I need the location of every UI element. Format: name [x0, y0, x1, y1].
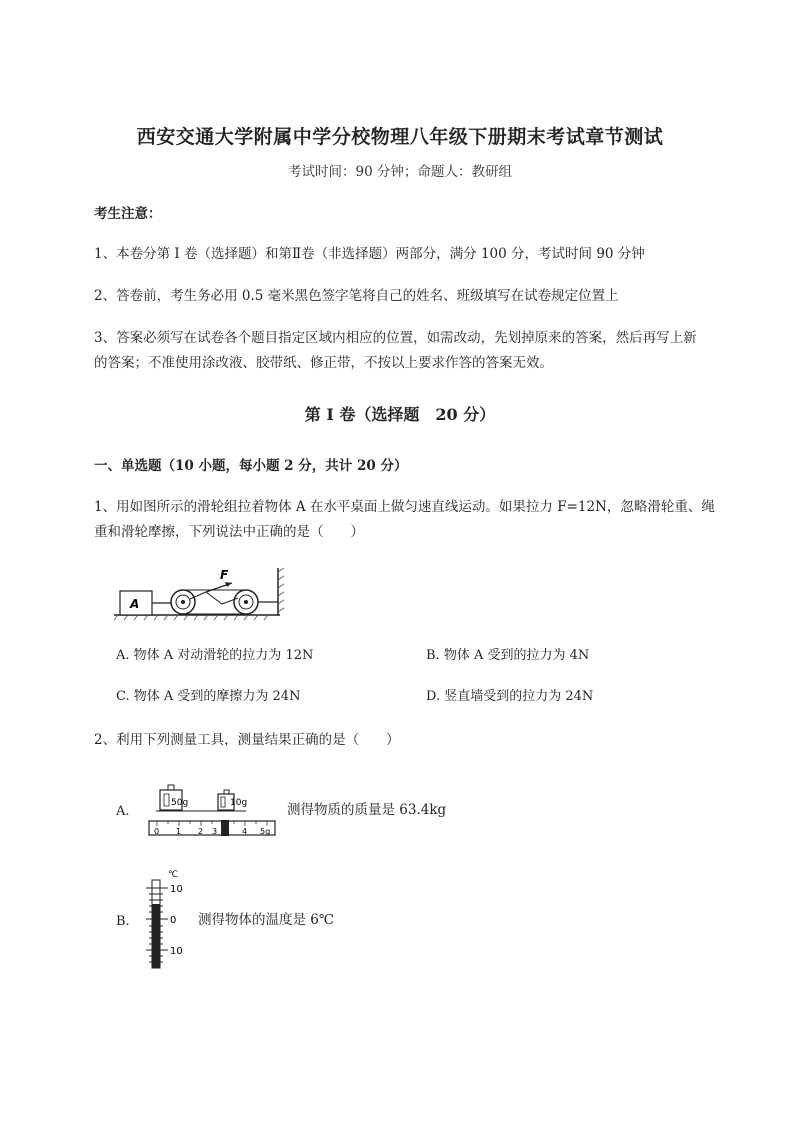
weight-10g-label: 10g — [230, 798, 248, 808]
part-heading: 一、单选题（10 小题，每小题 2 分，共计 20 分） — [94, 458, 408, 474]
ruler-tick-1: 1 — [176, 827, 182, 836]
force-label: F — [220, 568, 229, 582]
q2-option-a-letter[interactable]: A. — [116, 804, 130, 819]
thermometer-label-10-bottom: 10 — [170, 946, 183, 957]
q1-option-c[interactable]: C. 物体 A 受到的摩擦力为 24N — [116, 689, 301, 704]
thermometer-label-10-top: 10 — [170, 884, 183, 895]
notice-item-3-cont: 的答案；不准使用涂改液、胶带纸、修正带，不按以上要求作答的答案无效。 — [94, 355, 553, 371]
q1-option-a[interactable]: A. 物体 A 对动滑轮的拉力为 12N — [116, 648, 314, 663]
q1-option-b[interactable]: B. 物体 A 受到的拉力为 4N — [426, 648, 590, 663]
ruler-tick-3: 3 — [212, 827, 218, 836]
q2-option-a-text: 测得物质的质量是 63.4kg — [287, 802, 447, 818]
q1-stem-line2: 重和滑轮摩擦，下列说法中正确的是（ ） — [94, 524, 364, 540]
q2-option-b-text: 测得物体的温度是 6℃ — [198, 912, 334, 928]
weight-50g-label: 50g — [171, 798, 189, 808]
ruler-tick-2: 2 — [198, 827, 204, 836]
thermometer-label-0: 0 — [170, 915, 177, 926]
ruler-tick-5: 5g — [260, 827, 271, 836]
balance-figure — [146, 780, 280, 840]
thermometer-figure — [140, 866, 196, 970]
q1-stem-line1: 1、用如图所示的滑轮组拉着物体 A 在水平桌面上做匀速直线运动。如果拉力 F=12N，忽略滑轮重、绳 — [94, 499, 715, 515]
notice-item-2: 2、答卷前，考生务必用 0.5 毫米黑色签字笔将自己的姓名、班级填写在试卷规定位置上 — [94, 288, 619, 304]
q2-option-b-letter[interactable]: B. — [116, 914, 130, 929]
notice-item-1: 1、本卷分第 I 卷（选择题）和第Ⅱ卷（非选择题）两部分，满分 100 分，考试时间 90 分钟 — [94, 246, 645, 262]
q2-stem: 2、利用下列测量工具，测量结果正确的是（ ） — [94, 732, 400, 748]
q1-option-d[interactable]: D. 竖直墙受到的拉力为 24N — [426, 689, 594, 704]
block-a-label: A — [130, 597, 140, 611]
notice-item-3: 3、答案必须写在试卷各个题目指定区域内相应的位置，如需改动，先划掉原来的答案，然后再写上新 — [94, 330, 697, 346]
section-title: 第 I 卷（选择题 20 分） — [304, 405, 496, 424]
exam-subtitle: 考试时间：90 分钟；命题人：教研组 — [288, 164, 512, 180]
exam-title: 西安交通大学附属中学分校物理八年级下册期末考试章节测试 — [136, 126, 664, 148]
notice-heading: 考生注意： — [94, 206, 162, 222]
ruler-tick-4: 4 — [242, 827, 248, 836]
ruler-tick-0: 0 — [154, 827, 160, 836]
mercury-column — [152, 904, 160, 968]
pulley-figure — [110, 562, 290, 624]
slider-rider — [221, 820, 229, 836]
thermometer-unit: ℃ — [168, 870, 179, 880]
